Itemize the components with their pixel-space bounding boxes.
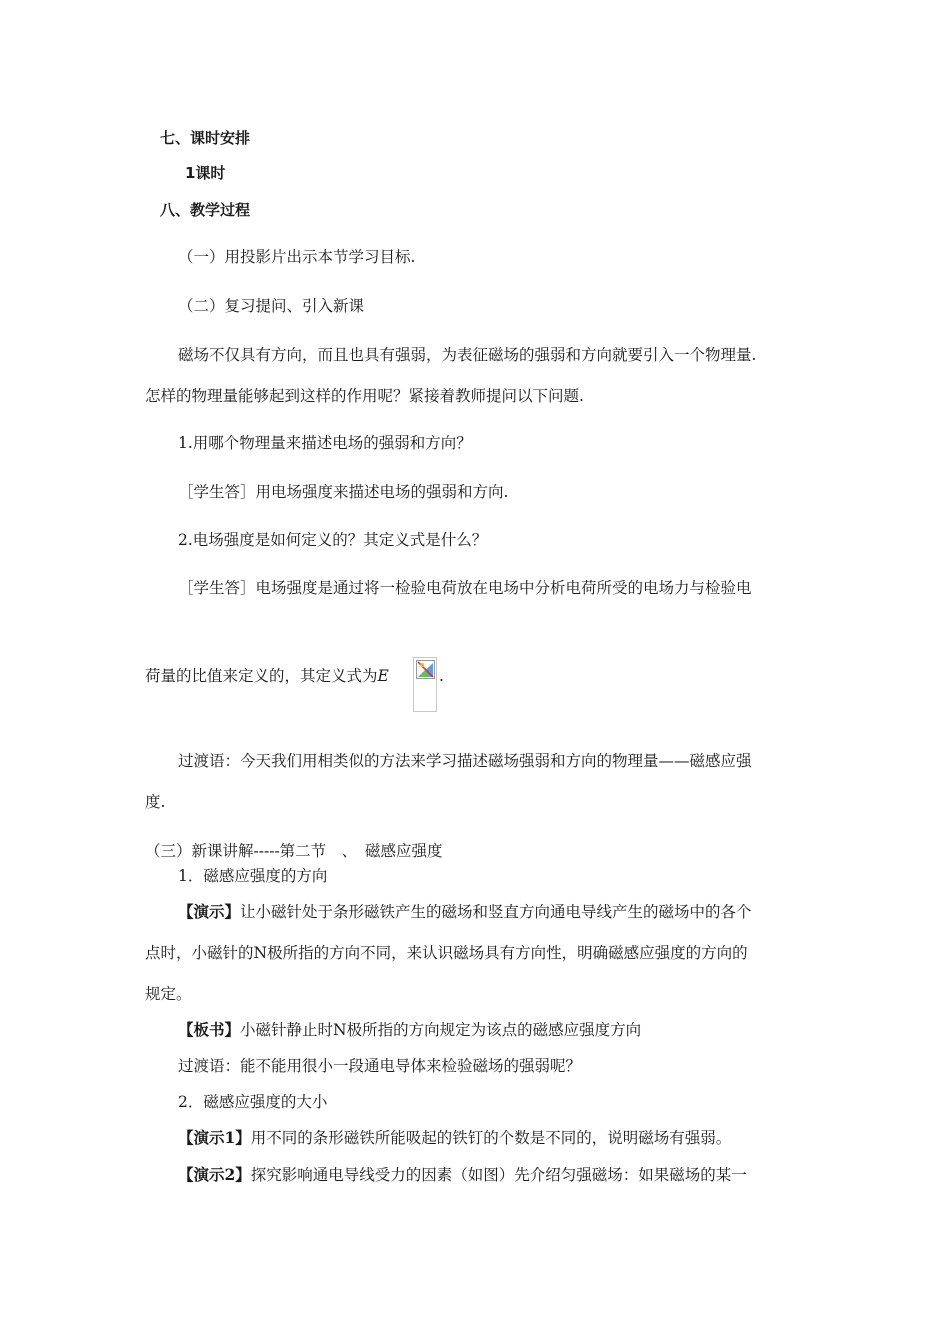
answer-2-line-2 — [145, 666, 389, 686]
intro-line-1: 磁场不仅具有方向，而且也具有强弱，为表征磁场的强弱和方向就要引入一个物理量. — [178, 346, 757, 364]
transition-1-line-2: 度. — [145, 793, 166, 811]
demo-1-label: 【演示1】 — [178, 1128, 251, 1147]
broken-image-icon — [413, 657, 437, 712]
demo-line-1: 【演示】让小磁针处于条形磁铁产生的磁场和竖直方向通电导线产生的磁场中的各个 — [178, 902, 752, 921]
answer-2-text: 荷量的比值来定义的，其定义式为 — [145, 667, 378, 685]
class-hours: 1课时 — [185, 164, 226, 182]
demo-2: 【演示2】探究影响通电导线受力的因素（如图）先介绍匀强磁场：如果磁场的某一 — [178, 1165, 747, 1184]
demo-1: 【演示1】用不同的条形磁铁所能吸起的铁钉的个数是不同的，说明磁场有强弱。 — [178, 1128, 732, 1147]
answer-1: ［学生答］用电场强度来描述电场的强弱和方向. — [178, 483, 509, 501]
board-note: 【板书】小磁针静止时N极所指的方向规定为该点的磁感应强度方向 — [178, 1020, 642, 1039]
item-magnitude: 2．磁感应强度的大小 — [178, 1093, 328, 1111]
section-heading-schedule: 七、课时安排 — [160, 129, 251, 147]
item-direction: 1．磁感应强度的方向 — [178, 867, 328, 885]
question-2: 2.电场强度是如何定义的？其定义式是什么？ — [178, 531, 488, 549]
transition-2: 过渡语：能不能用很小一段通电导体来检验磁场的强弱呢？ — [178, 1057, 582, 1075]
demo-label: 【演示】 — [178, 902, 241, 921]
section-heading-process: 八、教学过程 — [160, 201, 251, 219]
intro-line-2: 怎样的物理量能够起到这样的作用呢？紧接着教师提问以下问题. — [145, 387, 584, 405]
demo-line-2: 点时，小磁针的N极所指的方向不同，来认识磁场具有方向性，明确磁感应强度的方向的 — [145, 944, 748, 962]
demo-line-3: 规定。 — [145, 985, 192, 1003]
step-three: （三）新课讲解-----第二节 、 磁感应强度 — [145, 842, 443, 860]
question-1: 1.用哪个物理量来描述电场的强弱和方向？ — [178, 434, 472, 452]
answer-2-line-1: ［学生答］电场强度是通过将一检验电荷放在电场中分析电荷所受的电场力与检验电 — [178, 579, 752, 597]
demo-2-label: 【演示2】 — [178, 1165, 251, 1184]
step-two: （二）复习提问、引入新课 — [178, 297, 365, 315]
formula-end: . — [439, 667, 444, 685]
transition-1-line-1: 过渡语：今天我们用相类似的方法来学习描述磁场强弱和方向的物理量——磁感应强 — [178, 752, 752, 770]
board-label: 【板书】 — [178, 1020, 241, 1039]
formula-symbol: E — [377, 667, 389, 685]
step-one: （一）用投影片出示本节学习目标. — [178, 248, 416, 266]
